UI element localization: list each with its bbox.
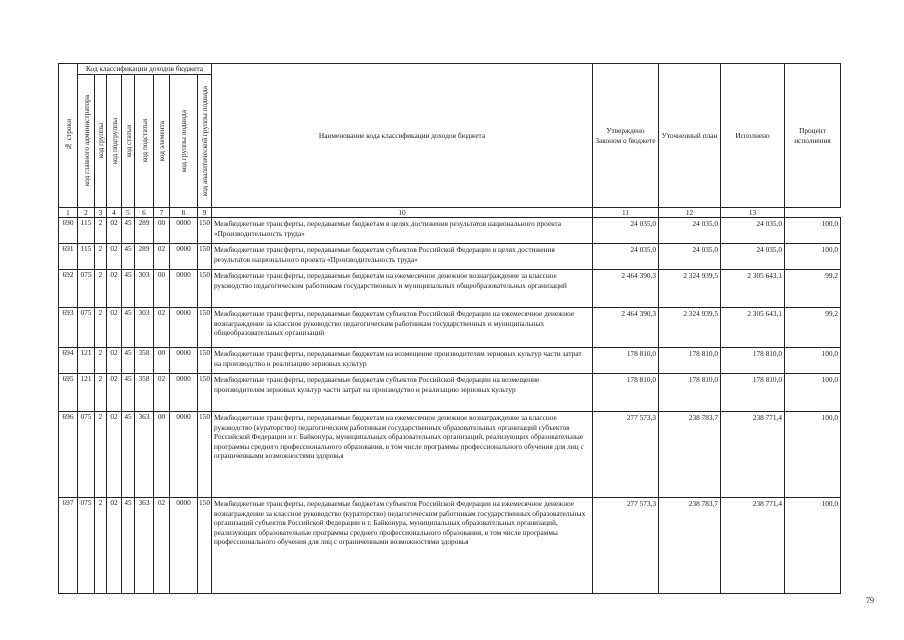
row-executed: 178 810,0: [721, 374, 785, 412]
column-number: 9: [198, 208, 212, 218]
kod-analytic-group: 150: [198, 244, 212, 270]
kod-analytic-group: 150: [198, 218, 212, 244]
kod-group: 2: [95, 412, 107, 498]
kod-article: 45: [122, 498, 135, 594]
row-name: Межбюджетные трансферты, передаваемые бюджетам в целях достижения результатов национального проекта «Производительность труда»: [212, 218, 593, 244]
kod-analytic-group: 150: [198, 412, 212, 498]
kod-element: 02: [154, 498, 170, 594]
row-percent: 100,0: [785, 412, 841, 498]
kod-subgroup: 02: [107, 270, 122, 308]
table-row: [59, 308, 841, 348]
header-kod-subtype-group: код группы подвида: [170, 75, 198, 208]
page-number: 79: [866, 596, 874, 605]
kod-admin: 075: [78, 308, 95, 348]
kod-article: 45: [122, 348, 135, 374]
column-number: 2: [78, 208, 95, 218]
row-refined: 24 035,0: [659, 244, 721, 270]
column-number: 10: [212, 208, 593, 218]
kod-group: 2: [95, 348, 107, 374]
row-refined: 2 324 939,5: [659, 308, 721, 348]
header-row-no: № строки: [59, 64, 78, 208]
table-row: [59, 374, 841, 412]
row-executed: 24 035,0: [721, 244, 785, 270]
kod-admin: 121: [78, 348, 95, 374]
row-approved: 24 035,0: [593, 218, 659, 244]
kod-group: 2: [95, 218, 107, 244]
column-number: 1: [59, 208, 78, 218]
kod-element: 02: [154, 308, 170, 348]
kod-subgroup: 02: [107, 308, 122, 348]
kod-subtype-group: 0000: [170, 348, 198, 374]
row-number: 691: [59, 244, 78, 270]
kod-element: 00: [154, 218, 170, 244]
table-row: [59, 270, 841, 308]
row-approved: 277 573,3: [593, 412, 659, 498]
kod-article: 45: [122, 244, 135, 270]
kod-subtype-group: 0000: [170, 498, 198, 594]
kod-subarticle: 358: [135, 348, 154, 374]
row-name: Межбюджетные трансферты, передаваемые бюджетам субъектов Российской Федерации в целях достижения результатов национального проекта «Производительность труда»: [212, 244, 593, 270]
row-number: 695: [59, 374, 78, 412]
row-name: Межбюджетные трансферты, передаваемые бюджетам субъектов Российской Федерации на возмещение производителям зерновых культур части затрат на производство и реализацию зерновых культур: [212, 374, 593, 412]
row-refined: 178 810,0: [659, 348, 721, 374]
kod-subarticle: 363: [135, 498, 154, 594]
row-number: 694: [59, 348, 78, 374]
row-name: Межбюджетные трансферты, передаваемые бюджетам субъектов Российской Федерации на ежемесячное денежное вознаграждение за классное руководство (кураторство) педагогическим работникам государственных образовательных организаций субъектов Российской Федерации и г. Байконура, муниципальных образовательных организаций, реализующих образовательные программы среднего профессионального образования, в том числе программы профессионального обучения для лиц с ограниченными возможностями здоровья: [212, 498, 593, 594]
kod-element: 00: [154, 270, 170, 308]
kod-subarticle: 358: [135, 374, 154, 412]
kod-subarticle: 303: [135, 270, 154, 308]
header-kod-group: Код классификации доходов бюджета: [78, 64, 212, 75]
row-percent: 100,0: [785, 498, 841, 594]
kod-subtype-group: 0000: [170, 374, 198, 412]
row-executed: 178 810,0: [721, 348, 785, 374]
row-percent: 100,0: [785, 218, 841, 244]
column-number: 7: [154, 208, 170, 218]
row-percent: 100,0: [785, 348, 841, 374]
kod-admin: 075: [78, 270, 95, 308]
kod-group: 2: [95, 374, 107, 412]
row-approved: 2 464 390,3: [593, 308, 659, 348]
row-executed: 24 035,0: [721, 218, 785, 244]
row-name: Межбюджетные трансферты, передаваемые бюджетам на ежемесячное денежное вознаграждение за классное руководство педагогическим работникам государственных и муниципальных общеобразовательных организаций: [212, 270, 593, 308]
row-executed: 2 305 643,1: [721, 308, 785, 348]
header-kod-subgroup: код подгруппы: [107, 75, 122, 208]
kod-article: 45: [122, 374, 135, 412]
kod-subtype-group: 0000: [170, 270, 198, 308]
header-kod-element: код элемента: [154, 75, 170, 208]
kod-subarticle: 303: [135, 308, 154, 348]
kod-element: 02: [154, 244, 170, 270]
row-number: 693: [59, 308, 78, 348]
header-kod-article: код статьи: [122, 75, 135, 208]
kod-analytic-group: 150: [198, 308, 212, 348]
kod-subgroup: 02: [107, 244, 122, 270]
kod-admin: 121: [78, 374, 95, 412]
kod-group: 2: [95, 498, 107, 594]
header-kod-analytic-group: код аналитической группы подвида: [198, 75, 212, 208]
row-approved: 24 035,0: [593, 244, 659, 270]
table-row: [59, 412, 841, 498]
kod-subtype-group: 0000: [170, 412, 198, 498]
kod-subgroup: 02: [107, 374, 122, 412]
row-name: Межбюджетные трансферты, передаваемые бюджетам на возмещение производителям зерновых культур части затрат на производство и реализацию зерновых культур: [212, 348, 593, 374]
row-percent: 99,2: [785, 270, 841, 308]
budget-revenue-table: [58, 63, 841, 594]
kod-analytic-group: 150: [198, 374, 212, 412]
column-number: 12: [659, 208, 721, 218]
row-number: 692: [59, 270, 78, 308]
header-percent: Процент исполнения: [785, 64, 841, 208]
kod-subgroup: 02: [107, 348, 122, 374]
kod-article: 45: [122, 308, 135, 348]
row-executed: 238 771,4: [721, 412, 785, 498]
column-number: 8: [170, 208, 198, 218]
kod-analytic-group: 150: [198, 498, 212, 594]
kod-subgroup: 02: [107, 412, 122, 498]
column-number: 13: [721, 208, 785, 218]
header-name: Наименование кода классификации доходов бюджета: [212, 64, 593, 208]
header-kod-group-col: код группы: [95, 75, 107, 208]
kod-group: 2: [95, 244, 107, 270]
row-number: 696: [59, 412, 78, 498]
kod-admin: 115: [78, 218, 95, 244]
header-kod-admin: код главного администратора: [78, 75, 95, 208]
kod-admin: 115: [78, 244, 95, 270]
column-number: 4: [107, 208, 122, 218]
row-approved: 277 573,3: [593, 498, 659, 594]
row-executed: 2 305 643,1: [721, 270, 785, 308]
column-number-row: [59, 208, 841, 218]
kod-element: 02: [154, 374, 170, 412]
row-refined: 178 810,0: [659, 374, 721, 412]
row-refined: 238 783,7: [659, 498, 721, 594]
kod-article: 45: [122, 270, 135, 308]
kod-subarticle: 289: [135, 244, 154, 270]
row-refined: 2 324 939,5: [659, 270, 721, 308]
kod-admin: 075: [78, 412, 95, 498]
kod-subtype-group: 0000: [170, 218, 198, 244]
kod-subarticle: 363: [135, 412, 154, 498]
table-row: [59, 244, 841, 270]
header-approved: Утверждено Законом о бюджете: [593, 64, 659, 208]
kod-admin: 075: [78, 498, 95, 594]
row-approved: 178 810,0: [593, 374, 659, 412]
column-number: 6: [135, 208, 154, 218]
kod-subtype-group: 0000: [170, 244, 198, 270]
kod-element: 00: [154, 412, 170, 498]
kod-analytic-group: 150: [198, 270, 212, 308]
row-percent: 99,2: [785, 308, 841, 348]
budget-table-page: [58, 63, 841, 594]
row-approved: 178 810,0: [593, 348, 659, 374]
kod-analytic-group: 150: [198, 348, 212, 374]
row-percent: 100,0: [785, 244, 841, 270]
row-number: 690: [59, 218, 78, 244]
header-kod-subarticle: код подстатьи: [135, 75, 154, 208]
row-approved: 2 464 390,3: [593, 270, 659, 308]
kod-subgroup: 02: [107, 218, 122, 244]
row-name: Межбюджетные трансферты, передаваемые бюджетам субъектов Российской Федерации на ежемесячное денежное вознаграждение за классное руководство педагогическим работникам государственных и муниципальных общеобразовательных организаций: [212, 308, 593, 348]
column-number: 11: [593, 208, 659, 218]
header-refined: Уточненный план: [659, 64, 721, 208]
row-percent: 100,0: [785, 374, 841, 412]
kod-subarticle: 289: [135, 218, 154, 244]
row-refined: 238 783,7: [659, 412, 721, 498]
kod-article: 45: [122, 412, 135, 498]
row-name: Межбюджетные трансферты, передаваемые бюджетам на ежемесячное денежное вознаграждение за классное руководство (кураторство) педагогическим работникам государственных образовательных организаций субъектов Российской Федерации и г. Байконура, муниципальных образовательных организаций, реализующих образовательные программы среднего профессионального образования, в том числе программы профессионального обучения для лиц с ограниченными возможностями здоровья: [212, 412, 593, 498]
column-number: 3: [95, 208, 107, 218]
table-row: [59, 218, 841, 244]
row-refined: 24 035,0: [659, 218, 721, 244]
kod-group: 2: [95, 308, 107, 348]
table-row: [59, 348, 841, 374]
kod-subtype-group: 0000: [170, 308, 198, 348]
row-number: 697: [59, 498, 78, 594]
kod-group: 2: [95, 270, 107, 308]
kod-element: 00: [154, 348, 170, 374]
column-number: 5: [122, 208, 135, 218]
table-row: [59, 498, 841, 594]
row-executed: 238 771,4: [721, 498, 785, 594]
kod-subgroup: 02: [107, 498, 122, 594]
kod-article: 45: [122, 218, 135, 244]
header-executed: Исполнено: [721, 64, 785, 208]
